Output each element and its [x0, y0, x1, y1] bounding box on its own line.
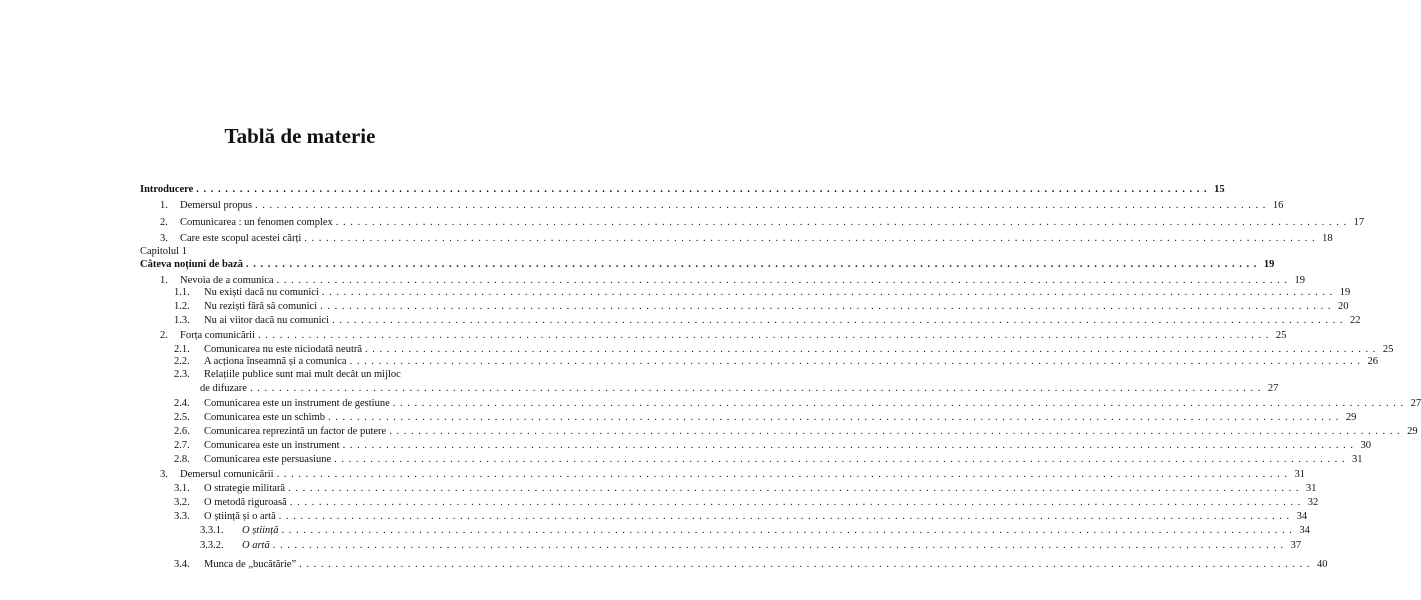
dot-leader: . . . . . . . . . . . . . . . . . . . . . . . . . . . . . . . . . . . . . . . . . . . . . . . . . . . . . . . . . . . . . . . . . . . . . . . . . . . . . . . . . . . . . . . . . . . . . . . . . . . . . . . . . . . . . . . . . . . . . . . . . . . . . . . . . . . . . . . . . . . . [342, 440, 1354, 451]
toc-row [140, 496, 1319, 509]
toc-page-number: 27 [1267, 383, 1279, 394]
chapter-label: Capitolul 1 [140, 246, 187, 257]
toc-row [140, 329, 1287, 342]
toc-row [140, 382, 1279, 395]
toc-row [140, 482, 1317, 495]
toc-entry-number: 2.2. [174, 356, 190, 367]
page-title: Tablă de materie [224, 124, 376, 148]
toc-page-number: 40 [1317, 559, 1328, 570]
toc-entry-number: 2.5. [174, 412, 190, 423]
toc-entry-label: O artă [242, 540, 270, 551]
toc-entry-number: 3.3. [174, 511, 190, 522]
toc-entry-number: 1.2. [174, 301, 190, 312]
toc-page-number: 29 [1345, 412, 1357, 423]
toc-entry-number: 3. [160, 469, 168, 480]
toc-row [140, 355, 1378, 368]
dot-leader: . . . . . . . . . . . . . . . . . . . . . . . . . . . . . . . . . . . . . . . . . . . . . . . . . . . . . . . . . . . . . . . . . . . . . . . . . . . . . . . . . . . . . . . . . . . . . . . . . . . . . . . . . . . . . . . . . . . . . . . . . . . . . . . . . . . . . . . . . . . . [288, 483, 1300, 494]
toc-entry [200, 524, 1310, 537]
toc-entry-number: 1. [160, 275, 168, 286]
toc-entry [174, 510, 1308, 523]
dot-leader: . . . . . . . . . . . . . . . . . . . . . . . . . . . . . . . . . . . . . . . . . . . . . . . . . . . . . . . . . . . . . . . . . . . . . . . . . . . . . . . . . . . . . . . . . . . . . . . . . . . . . . . . . . . . . . . . . . . . . . . . . . . . . . . . . . . . . . . . . . . . [289, 497, 1302, 508]
dot-leader: . . . . . . . . . . . . . . . . . . . . . . . . . . . . . . . . . . . . . . . . . . . . . . . . . . . . . . . . . . . . . . . . . . . . . . . . . . . . . . . . . . . . . . . . . . . . . . . . . . . . . . . . . . . . . . . . . . . . . . . . . . . . . . . . . . . . . . . . . . . . [304, 233, 1316, 244]
toc-entry [174, 355, 1378, 368]
toc-entry-label: Nevoia de a comunica [180, 275, 274, 286]
toc-entry [140, 183, 1225, 196]
toc-entry [174, 558, 1328, 571]
toc-entry [160, 232, 1333, 245]
toc-row [140, 232, 1333, 245]
toc-page-number: 25 [1275, 330, 1287, 341]
toc-page-number: 15 [1214, 184, 1225, 195]
toc-entry-number: 2.7. [174, 440, 190, 451]
toc-page-number: 19 [1294, 275, 1305, 286]
toc-entry-label: Comunicarea reprezintă un factor de putere [204, 426, 387, 437]
dot-leader: . . . . . . . . . . . . . . . . . . . . . . . . . . . . . . . . . . . . . . . . . . . . . . . . . . . . . . . . . . . . . . . . . . . . . . . . . . . . . . . . . . . . . . . . . . . . . . . . . . . . . . . . . . . . . . . . . . . . . . . . . . . . . . . . . . . . . . . . . . . . [281, 525, 1293, 536]
toc-page-number: 20 [1338, 301, 1349, 312]
toc-row [140, 453, 1363, 466]
toc-row [140, 300, 1349, 313]
toc-entry [174, 439, 1371, 452]
toc-entry-number: 2. [160, 330, 168, 341]
toc-page-number: 31 [1305, 483, 1317, 494]
toc-row [140, 199, 1284, 212]
toc-page-number: 37 [1290, 540, 1302, 551]
toc-entry [174, 397, 1421, 410]
toc-entry-number: 2.3. [174, 369, 190, 380]
toc-entry [140, 258, 1275, 271]
toc-entry [174, 286, 1351, 299]
toc-entry [174, 453, 1363, 466]
toc-row [140, 286, 1351, 299]
toc-entry-number: 3.1. [174, 483, 190, 494]
toc-entry-label: Comunicarea este persuasiune [204, 454, 332, 465]
toc-entry-label: O știință [242, 525, 279, 536]
dot-leader: . . . . . . . . . . . . . . . . . . . . . . . . . . . . . . . . . . . . . . . . . . . . . . . . . . . . . . . . . . . . . . . . . . . . . . . . . . . . . . . . . . . . . . . . . . . . . . . . . . . . . . . . . . . . . . . . . . . . . . . . . . . . . . . . . . . . . . . . . . . . [321, 287, 1334, 298]
toc-entry [160, 216, 1365, 229]
toc-entry-number: 3.3.2. [200, 540, 224, 551]
dot-leader: . . . . . . . . . . . . . . . . . . . . . . . . . . . . . . . . . . . . . . . . . . . . . . . . . . . . . . . . . . . . . . . . . . . . . . . . . . . . . . . . . . . . . . . . . . . . . . . . . . . . . . . . . . . . . . . . . . . . . . . . . . . . . . . . . . . . . . . . . . . . [299, 559, 1311, 570]
toc-page-number: 16 [1272, 200, 1284, 211]
toc-entry-label: Munca de „bucătărie” [204, 559, 297, 570]
toc-entry [160, 199, 1284, 212]
dot-leader: . . . . . . . . . . . . . . . . . . . . . . . . . . . . . . . . . . . . . . . . . . . . . . . . . . . . . . . . . . . . . . . . . . . . . . . . . . . . . . . . . . . . . . . . . . . . . . . . . . . . . . . . . . . . . . . . . . . . . . . . . . . . . . . . . . . . . . . . . . . . [392, 398, 1405, 409]
toc-entry-label: Comunicarea este un instrument [204, 440, 340, 451]
toc-row [140, 411, 1357, 424]
toc-row [140, 368, 446, 381]
toc-entry-label: O știință și o artă [204, 511, 276, 522]
toc-entry-label: Care este scopul acestei cărți [180, 233, 302, 244]
toc-entry-label: Nu ai viitor dacă nu comunici [204, 315, 330, 326]
toc-entry-label: Comunicarea este un schimb [204, 412, 326, 423]
toc-entry [174, 368, 446, 381]
toc-entry-label: de difuzare [200, 383, 247, 394]
toc-entry-label: Comunicarea nu este niciodată neutră [204, 344, 363, 355]
toc-page-number: 22 [1349, 315, 1361, 326]
toc-entry-number: 3.3.1. [200, 525, 224, 536]
toc-entry-label: Introducere [140, 184, 194, 195]
toc-page-number: 34 [1296, 511, 1308, 522]
toc-row [140, 539, 1302, 552]
dot-leader: . . . . . . . . . . . . . . . . . . . . . . . . . . . . . . . . . . . . . . . . . . . . . . . . . . . . . . . . . . . . . . . . . . . . . . . . . . . . . . . . . . . . . . . . . . . . . . . . . . . . . . . . . . . . . . . . . . . . . . . . . . . . . . . . . . . . . . . . . . . . [349, 356, 1361, 367]
toc-row [140, 245, 446, 258]
toc-entry [160, 329, 1287, 342]
toc-entry [200, 539, 1302, 552]
dot-leader: . . . . . . . . . . . . . . . . . . . . . . . . . . . . . . . . . . . . . . . . . . . . . . . . . . . . . . . . . . . . . . . . . . . . . . . . . . . . . . . . . . . . . . . . . . . . . . . . . . . . . . . . . . . . . . . . . . . . . . . . . . . . . . . . . . . . . . . . . . . . [335, 217, 1348, 228]
dot-leader: . . . . . . . . . . . . . . . . . . . . . . . . . . . . . . . . . . . . . . . . . . . . . . . . . . . . . . . . . . . . . . . . . . . . . . . . . . . . . . . . . . . . . . . . . . . . . . . . . . . . . . . . . . . . . . . . . . . . . . . . . . . . . . . . . . . . . . . . . . . . [389, 426, 1401, 437]
dot-leader: . . . . . . . . . . . . . . . . . . . . . . . . . . . . . . . . . . . . . . . . . . . . . . . . . . . . . . . . . . . . . . . . . . . . . . . . . . . . . . . . . . . . . . . . . . . . . . . . . . . . . . . . . . . . . . . . . . . . . . . . . . . . . . . . . . . . . . . . . . . . [334, 454, 1346, 465]
toc-row [140, 468, 1305, 481]
toc-row [140, 258, 1275, 271]
toc-entry-label: Nu reziști fără să comunici [204, 301, 318, 312]
toc-page-number: 26 [1367, 356, 1378, 367]
dot-leader: . . . . . . . . . . . . . . . . . . . . . . . . . . . . . . . . . . . . . . . . . . . . . . . . . . . . . . . . . . . . . . . . . . . . . . . . . . . . . . . . . . . . . . . . . . . . . . . . . . . . . . . . . . . . . . . . . . . . . . . . . . . . . . . . . . . . . . . . . . . . [328, 412, 1340, 423]
toc-entry-label: Comunicarea este un instrument de gestiune [204, 398, 390, 409]
toc-entry-label: Demersul propus [180, 200, 253, 211]
toc-entry-number: 2. [160, 217, 168, 228]
toc-entry-label: Forța comunicării [180, 330, 255, 341]
toc-page-number: 32 [1307, 497, 1319, 508]
toc-entry [174, 314, 1361, 327]
dot-leader: . . . . . . . . . . . . . . . . . . . . . . . . . . . . . . . . . . . . . . . . . . . . . . . . . . . . . . . . . . . . . . . . . . . . . . . . . . . . . . . . . . . . . . . . . . . . . . . . . . . . . . . . . . . . . . . . . . . . . . . . . . . . . . . . . . . . . . . . . . . . [257, 330, 1270, 341]
toc-entry [174, 300, 1349, 313]
toc-page-number: 31 [1352, 454, 1363, 465]
toc-entry-label: Relațiile publice sunt mai mult decât un mijloc [204, 369, 401, 380]
toc-page-number: 17 [1353, 217, 1365, 228]
toc-entry-label: Comunicarea : un fenomen complex [180, 217, 333, 228]
toc-row [140, 216, 1365, 229]
dot-leader: . . . . . . . . . . . . . . . . . . . . . . . . . . . . . . . . . . . . . . . . . . . . . . . . . . . . . . . . . . . . . . . . . . . . . . . . . . . . . . . . . . . . . . . . . . . . . . . . . . . . . . . . . . . . . . . . . . . . . . . . . . . . . . . . . . . . . . . . . . . . [365, 344, 1377, 355]
toc-row [140, 558, 1328, 571]
toc-row [140, 439, 1371, 452]
toc-entry-label: Nu exiști dacă nu comunici [204, 287, 319, 298]
toc-page-number: 19 [1263, 259, 1275, 270]
toc-entry-number: 3.4. [174, 559, 190, 570]
toc-page-number: 34 [1299, 525, 1310, 536]
toc-row [140, 425, 1418, 438]
toc-entry [174, 411, 1357, 424]
toc-page-number: 19 [1339, 287, 1351, 298]
toc-entry-number: 3.2. [174, 497, 190, 508]
toc-entry-number: 1.3. [174, 315, 190, 326]
toc-entry-continuation [200, 382, 1279, 395]
toc-row [140, 397, 1421, 410]
toc-row [140, 314, 1361, 327]
toc-entry-number: 1.1. [174, 287, 190, 298]
toc-entry-label: O metodă riguroasă [204, 497, 287, 508]
toc-page-number: 27 [1410, 398, 1421, 409]
toc-page-number: 29 [1407, 426, 1418, 437]
toc-entry [174, 496, 1319, 509]
toc-page-number: 31 [1294, 469, 1305, 480]
toc-row [140, 510, 1308, 523]
toc-entry-number: 2.6. [174, 426, 190, 437]
dot-leader: . . . . . . . . . . . . . . . . . . . . . . . . . . . . . . . . . . . . . . . . . . . . . . . . . . . . . . . . . . . . . . . . . . . . . . . . . . . . . . . . . . . . . . . . . . . . . . . . . . . . . . . . . . . . . . . . . . . . . . . . . . . . . . . . . . . . . . . . . . . . [278, 511, 1291, 522]
toc-page-number: 18 [1322, 233, 1333, 244]
dot-leader: . . . . . . . . . . . . . . . . . . . . . . . . . . . . . . . . . . . . . . . . . . . . . . . . . . . . . . . . . . . . . . . . . . . . . . . . . . . . . . . . . . . . . . . . . . . . . . . . . . . . . . . . . . . . . . . . . . . . . . . . . . . . . . . . . . . . . . . . . . . . [196, 184, 1208, 195]
toc-entry-label: A acționa înseamnă și a comunica [204, 356, 347, 367]
dot-leader: . . . . . . . . . . . . . . . . . . . . . . . . . . . . . . . . . . . . . . . . . . . . . . . . . . . . . . . . . . . . . . . . . . . . . . . . . . . . . . . . . . . . . . . . . . . . . . . . . . . . . . . . . . . . . . . . . . . . . . . . . . . . . . . . . . . . . . . . . . . . [332, 315, 1344, 326]
dot-leader: . . . . . . . . . . . . . . . . . . . . . . . . . . . . . . . . . . . . . . . . . . . . . . . . . . . . . . . . . . . . . . . . . . . . . . . . . . . . . . . . . . . . . . . . . . . . . . . . . . . . . . . . . . . . . . . . . . . . . . . . . . . . . . . . . . . . . . . . . . . . [272, 540, 1285, 551]
toc-row [140, 183, 1225, 196]
toc-entry-label: Câteva noțiuni de bază [140, 259, 243, 270]
toc-entry [174, 425, 1418, 438]
dot-leader: . . . . . . . . . . . . . . . . . . . . . . . . . . . . . . . . . . . . . . . . . . . . . . . . . . . . . . . . . . . . . . . . . . . . . . . . . . . . . . . . . . . . . . . . . . . . . . . . . . . . . . . . . . . . . . . . . . . . . . . . . . . . . . . . . . . . . . . . . . . . [276, 469, 1288, 480]
dot-leader: . . . . . . . . . . . . . . . . . . . . . . . . . . . . . . . . . . . . . . . . . . . . . . . . . . . . . . . . . . . . . . . . . . . . . . . . . . . . . . . . . . . . . . . . . . . . . . . . . . . . . . . . . . . . . . . . . . . . . . . . . . . . . . . . . . . . . . . . . . . . [320, 301, 1332, 312]
toc-entry-label: O strategie militară [204, 483, 286, 494]
toc-entry-label: Demersul comunicării [180, 469, 274, 480]
toc-entry-number: 3. [160, 233, 168, 244]
toc-entry-number: 2.8. [174, 454, 190, 465]
toc-entry-number: 1. [160, 200, 168, 211]
toc-entry-number: 2.4. [174, 398, 190, 409]
toc-page-number: 25 [1382, 344, 1394, 355]
dot-leader: . . . . . . . . . . . . . . . . . . . . . . . . . . . . . . . . . . . . . . . . . . . . . . . . . . . . . . . . . . . . . . . . . . . . . . . . . . . . . . . . . . . . . . . . . . . . . . . . . . . . . . . . . . . . . . . . . . . . . . . . . . . . . . . . . . . . . . . . . . . . [276, 275, 1288, 286]
dot-leader: . . . . . . . . . . . . . . . . . . . . . . . . . . . . . . . . . . . . . . . . . . . . . . . . . . . . . . . . . . . . . . . . . . . . . . . . . . . . . . . . . . . . . . . . . . . . . . . . . . . . . . . . . . . . . . . . . . . . . . . . . . . . . . . . . . . . . . . . . . . . [255, 200, 1267, 211]
dot-leader: . . . . . . . . . . . . . . . . . . . . . . . . . . . . . . . . . . . . . . . . . . . . . . . . . . . . . . . . . . . . . . . . . . . . . . . . . . . . . . . . . . . . . . . . . . . . . . . . . . . . . . . . . . . . . . . . . . . . . . . . . . . . . . . . . . . . . . . . . . . . [249, 383, 1262, 394]
toc-page-number: 30 [1360, 440, 1371, 451]
toc-entry-number: 2.1. [174, 344, 190, 355]
toc-row [140, 524, 1310, 537]
dot-leader: . . . . . . . . . . . . . . . . . . . . . . . . . . . . . . . . . . . . . . . . . . . . . . . . . . . . . . . . . . . . . . . . . . . . . . . . . . . . . . . . . . . . . . . . . . . . . . . . . . . . . . . . . . . . . . . . . . . . . . . . . . . . . . . . . . . . . . . . . . . . [245, 259, 1258, 270]
toc-entry [174, 482, 1317, 495]
toc-entry [160, 468, 1305, 481]
